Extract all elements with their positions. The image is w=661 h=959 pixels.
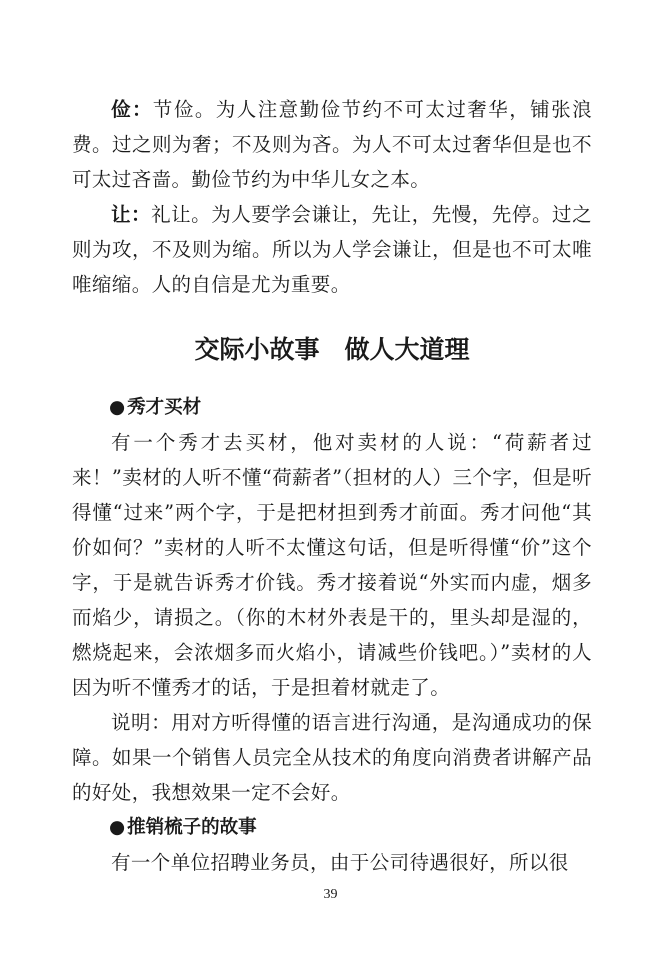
story-heading-1	[72, 390, 592, 425]
bullet-icon: ●	[109, 397, 126, 418]
page-number: 39	[323, 887, 338, 902]
term-jian: 俭：	[111, 98, 153, 121]
term-rang: 让：	[111, 203, 152, 226]
bullet-icon: ●	[109, 817, 126, 838]
story-heading-2-text: 推销梳子的故事	[127, 817, 257, 838]
paragraph-rang	[72, 197, 592, 302]
paragraph-jian-text: 节俭。为人注意勤俭节约不可太过奢华，铺张浪费。过之则为奢；不及则为吝。为人不可太过奢华但是也不可太过吝啬。勤俭节约为中华儿女之本。	[72, 98, 592, 191]
story-1-paragraph-1: 有一个秀才去买材，他对卖材的人说：“荷薪者过来！”卖材的人听不懂“荷薪者”（担材的人）三个字，但是听得懂“过来”两个字，于是把材担到秀才前面。秀才问他“其价如何？”卖材的人听不太懂这句话，但是听得懂“价”这个字，于是就告诉秀才价钱。秀才接着说“外实而内虚，烟多而焰少，请损之。（你的木材外表是干的，里头却是湿的，燃烧起来，会浓烟多而火焰小，请减些价钱吧。）”卖材的人因为听不懂秀才的话，于是担着材就走了。	[72, 431, 592, 699]
page-content	[72, 92, 592, 880]
paragraph-jian	[72, 92, 592, 197]
section-title: 交际小故事 做人大道理	[194, 335, 470, 364]
story-heading-1-text: 秀才买材	[127, 397, 202, 418]
paragraph-rang-text: 礼让。为人要学会谦让，先让，先慢，先停。过之则为攻，不及则为缩。所以为人学会谦让，但是也不可太唯唯缩缩。人的自信是尤为重要。	[72, 203, 592, 296]
story-1-paragraph-2: 说明：用对方听得懂的语言进行沟通，是沟通成功的保障。如果一个销售人员完全从技术的角度向消费者讲解产品的好处，我想效果一定不会好。	[72, 711, 592, 804]
story-2-paragraph-1: 有一个单位招聘业务员，由于公司待遇很好，所以很	[111, 851, 569, 874]
story-heading-2	[72, 810, 592, 845]
